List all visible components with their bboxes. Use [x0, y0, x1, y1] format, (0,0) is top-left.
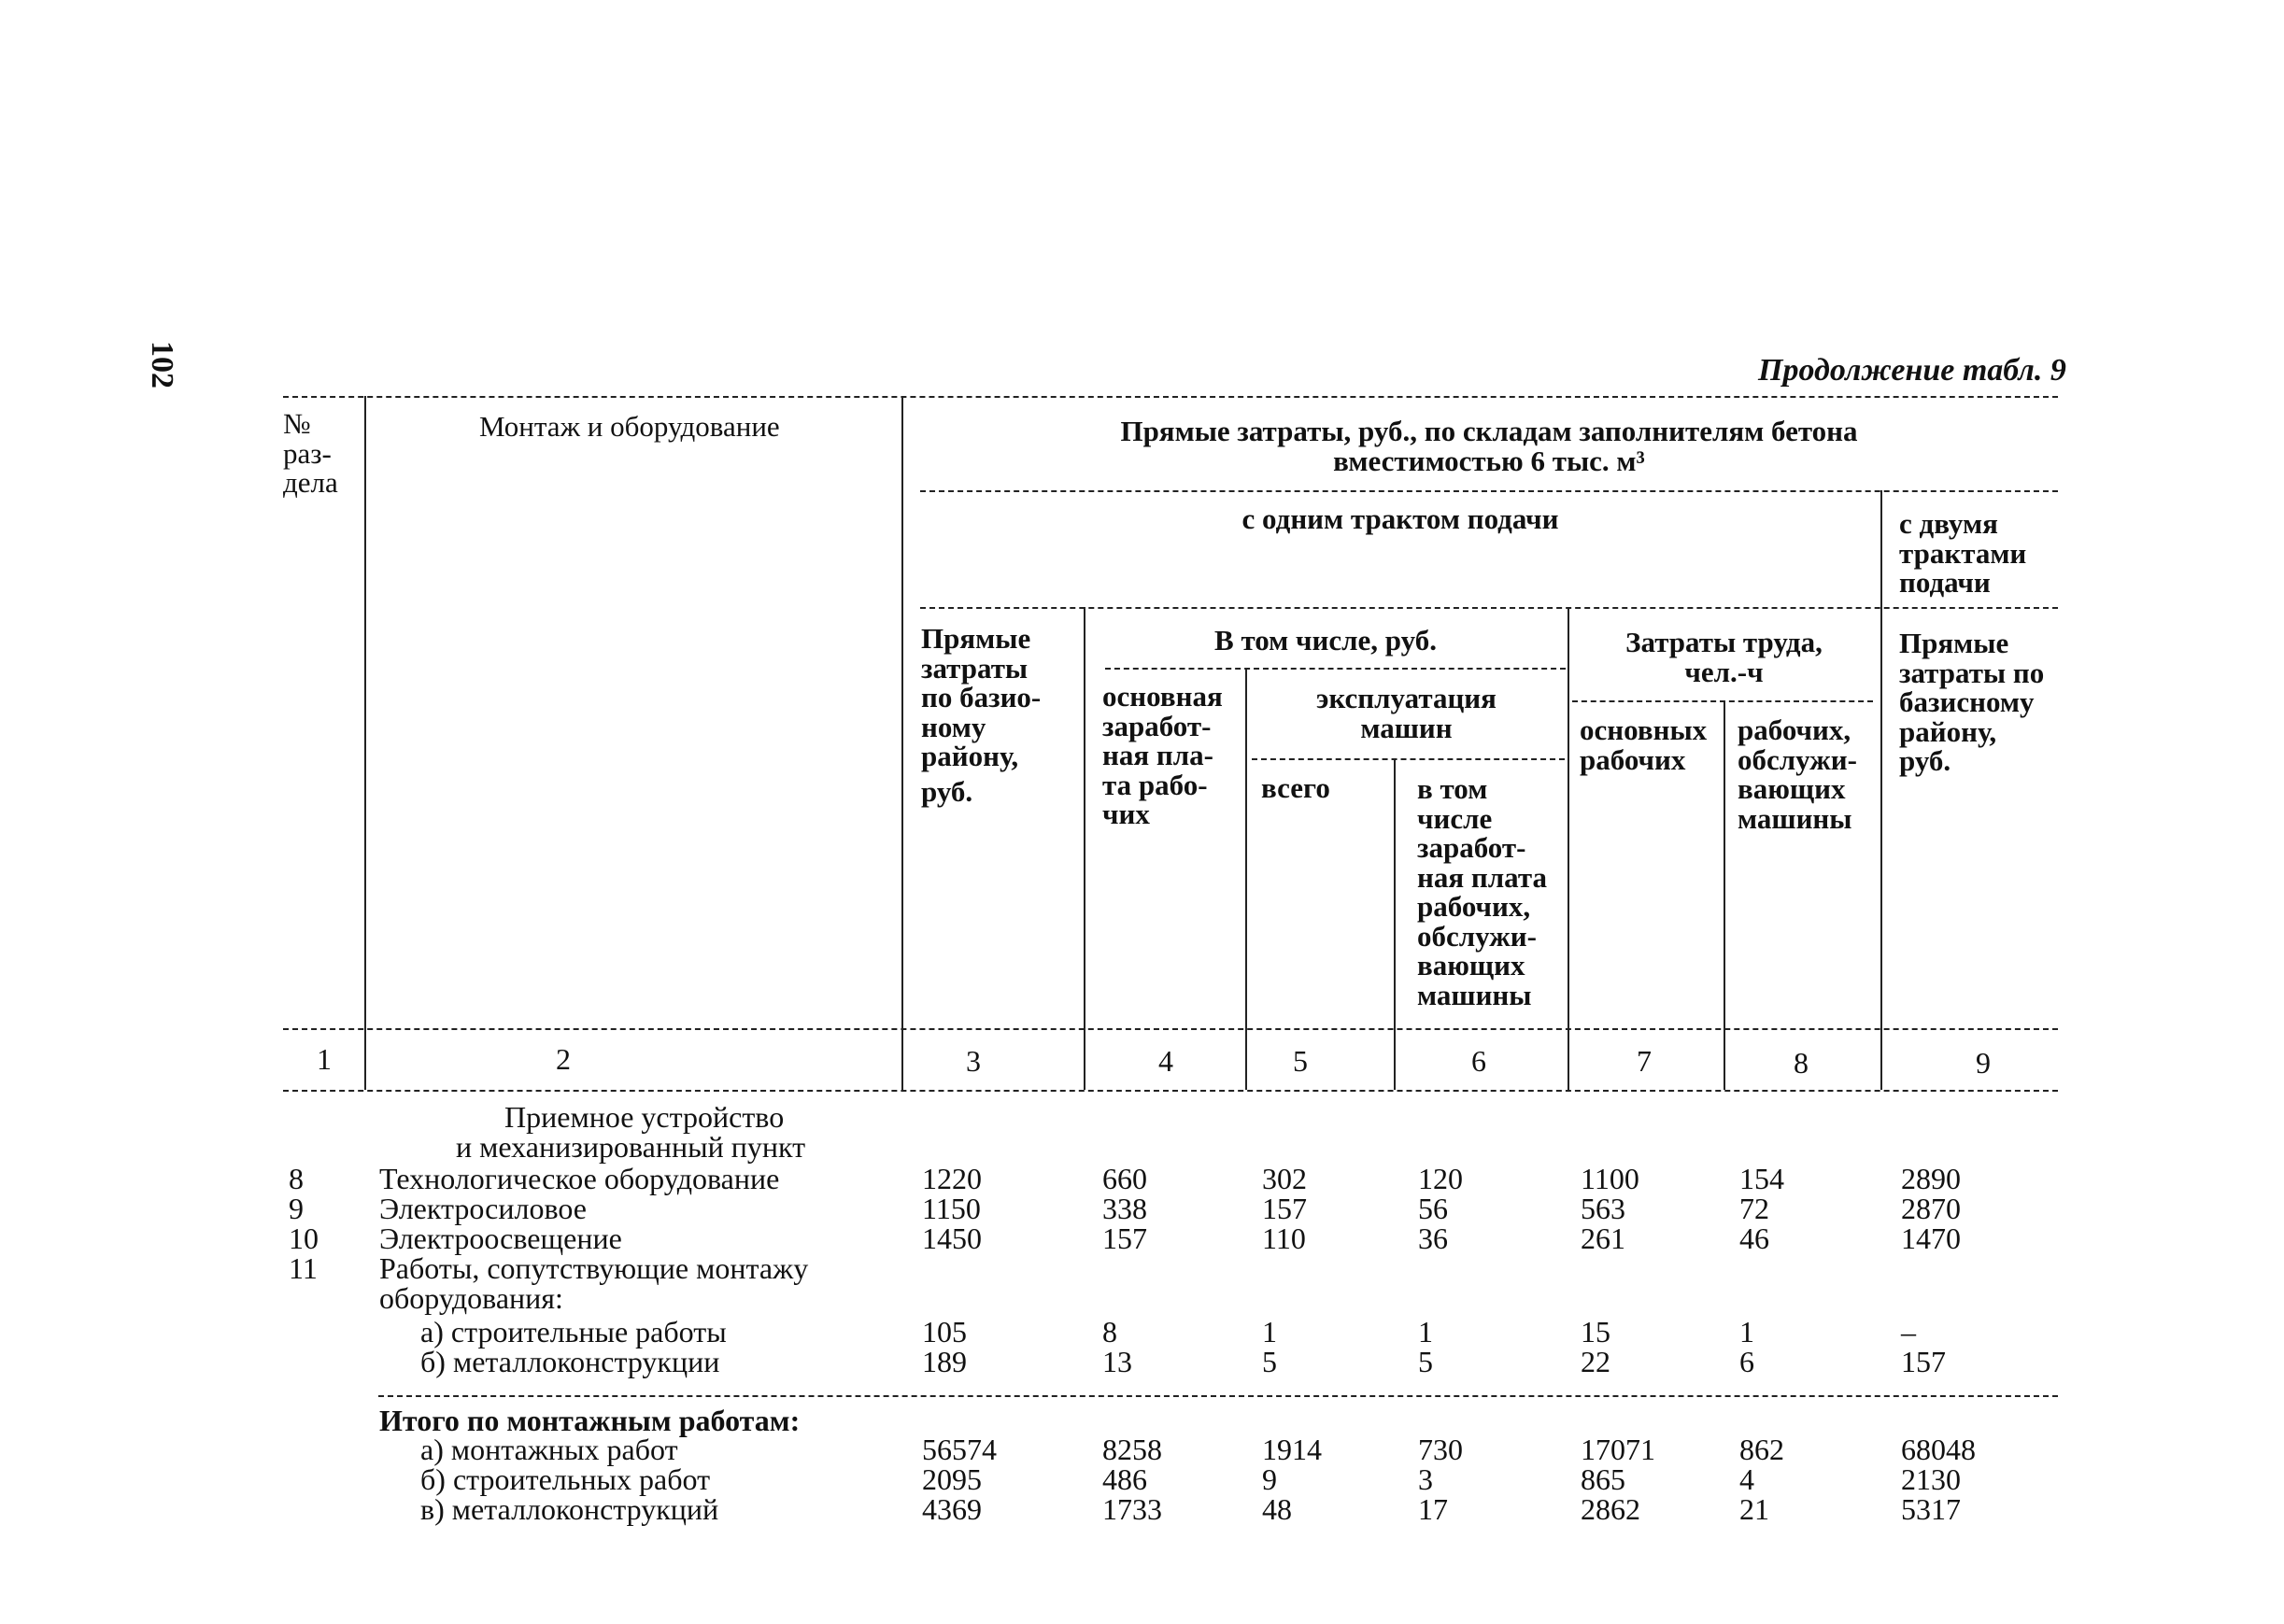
col-number: 7: [1637, 1044, 1652, 1078]
cell: 36: [1418, 1222, 1448, 1255]
row-name: Технологическое оборудование: [379, 1162, 780, 1195]
cell: 1914: [1262, 1433, 1322, 1466]
header-col3: Прямые затраты по базио- ному району, руб.: [921, 622, 1042, 808]
cell: 2095: [922, 1462, 982, 1496]
col-number: 9: [1976, 1046, 1991, 1080]
row-name: в) металлоконструкций: [420, 1492, 719, 1526]
header-labor: Затраты труда, чел.-ч: [1625, 626, 1823, 688]
cell: 1450: [922, 1222, 982, 1255]
cell: 8258: [1102, 1433, 1162, 1466]
cell: 486: [1102, 1462, 1147, 1496]
cell: 15: [1581, 1315, 1610, 1349]
col-number: 5: [1293, 1044, 1308, 1078]
cell: 68048: [1901, 1433, 1976, 1466]
cell: 157: [1262, 1192, 1307, 1225]
cell: 1733: [1102, 1492, 1162, 1526]
page-number: 102: [145, 341, 179, 388]
cell: 4369: [922, 1492, 982, 1526]
cell: 862: [1739, 1433, 1784, 1466]
cell: 1220: [922, 1162, 982, 1195]
header-col2: Монтаж и оборудование: [479, 410, 780, 443]
cell: 338: [1102, 1192, 1147, 1225]
col-number: 3: [966, 1044, 981, 1078]
cell: 48: [1262, 1492, 1292, 1526]
cell: 865: [1581, 1462, 1625, 1496]
cell: 105: [922, 1315, 967, 1349]
header-col4: основная заработ- ная пла- та рабо- чих: [1102, 680, 1223, 830]
cell: 9: [1262, 1462, 1277, 1496]
cell: 189: [922, 1345, 967, 1378]
cell: –: [1901, 1315, 1916, 1349]
cell: 4: [1739, 1462, 1754, 1496]
totals-heading: Итого по монтажным работам:: [379, 1404, 801, 1437]
header-machines: эксплуатация машин: [1316, 682, 1497, 744]
cell: 5317: [1901, 1492, 1961, 1526]
section-heading: Приемное устройство и механизированный пункт: [456, 1100, 806, 1164]
cell: 6: [1739, 1345, 1754, 1378]
cell: 660: [1102, 1162, 1147, 1195]
cell: 13: [1102, 1345, 1132, 1378]
header-one-tract: с одним трактом подачи: [1241, 502, 1559, 535]
row-num: 11: [289, 1251, 318, 1285]
cell: 17071: [1581, 1433, 1655, 1466]
cell: 157: [1901, 1345, 1946, 1378]
header-col6: в том числе заработ- ная плата рабочих, обслужи- вающих машины: [1417, 772, 1547, 1011]
cell: 1470: [1901, 1222, 1961, 1255]
cell: 563: [1581, 1192, 1625, 1225]
cell: 5: [1418, 1345, 1433, 1378]
row-num: 8: [289, 1162, 304, 1195]
col-number: 6: [1471, 1044, 1486, 1078]
cell: 154: [1739, 1162, 1784, 1195]
header-col7: основных рабочих: [1580, 713, 1708, 776]
cell: 5: [1262, 1345, 1277, 1378]
cell: 261: [1581, 1222, 1625, 1255]
row-name: Работы, сопутствующие монтажу: [379, 1251, 809, 1285]
cell: 3: [1418, 1462, 1433, 1496]
row-name: а) строительные работы: [420, 1315, 727, 1349]
col-number: 4: [1158, 1044, 1173, 1078]
row-num: 9: [289, 1192, 304, 1225]
cell: 2890: [1901, 1162, 1961, 1195]
cell: 110: [1262, 1222, 1306, 1255]
cell: 157: [1102, 1222, 1147, 1255]
cell: 22: [1581, 1345, 1610, 1378]
header-col5: всего: [1261, 771, 1330, 804]
cell: 1: [1262, 1315, 1277, 1349]
cell: 46: [1739, 1222, 1769, 1255]
cell: 56: [1418, 1192, 1448, 1225]
cell: 17: [1418, 1492, 1448, 1526]
header-col9: Прямые затраты по базисному району, руб.: [1899, 627, 2045, 777]
cell: 2130: [1901, 1462, 1961, 1496]
row-num: 10: [289, 1222, 319, 1255]
row-name: а) монтажных работ: [420, 1433, 678, 1466]
row-name: Электроосвещение: [379, 1222, 622, 1255]
cell: 2862: [1581, 1492, 1640, 1526]
header-col8: рабочих, обслужи- вающих машины: [1738, 713, 1857, 835]
cell: 730: [1418, 1433, 1463, 1466]
row-name: б) металлоконструкции: [420, 1345, 720, 1378]
header-col1: № раз- дела: [283, 407, 338, 499]
cell: 72: [1739, 1192, 1769, 1225]
cell: 1: [1418, 1315, 1433, 1349]
row-name-cont: оборудования:: [379, 1281, 563, 1315]
cell: 1100: [1581, 1162, 1639, 1195]
row-name: Электросиловое: [379, 1192, 587, 1225]
cell: 302: [1262, 1162, 1307, 1195]
cell: 2870: [1901, 1192, 1961, 1225]
cell: 8: [1102, 1315, 1117, 1349]
row-name: б) строительных работ: [420, 1462, 711, 1496]
cell: 56574: [922, 1433, 997, 1466]
header-including: В том числе, руб.: [1214, 624, 1437, 657]
cell: 21: [1739, 1492, 1769, 1526]
header-two-tracts: с двумя трактами подачи: [1899, 507, 2027, 599]
continuation-title: Продолжение табл. 9: [1758, 353, 2066, 388]
header-main-title: Прямые затраты, руб., по складам заполнителям бетона вместимостью 6 тыс. м³: [1120, 415, 1858, 477]
col-number: 1: [317, 1042, 332, 1076]
col-number: 8: [1794, 1046, 1809, 1080]
col-number: 2: [556, 1042, 571, 1076]
cell: 120: [1418, 1162, 1463, 1195]
cell: 1: [1739, 1315, 1754, 1349]
cell: 1150: [922, 1192, 981, 1225]
